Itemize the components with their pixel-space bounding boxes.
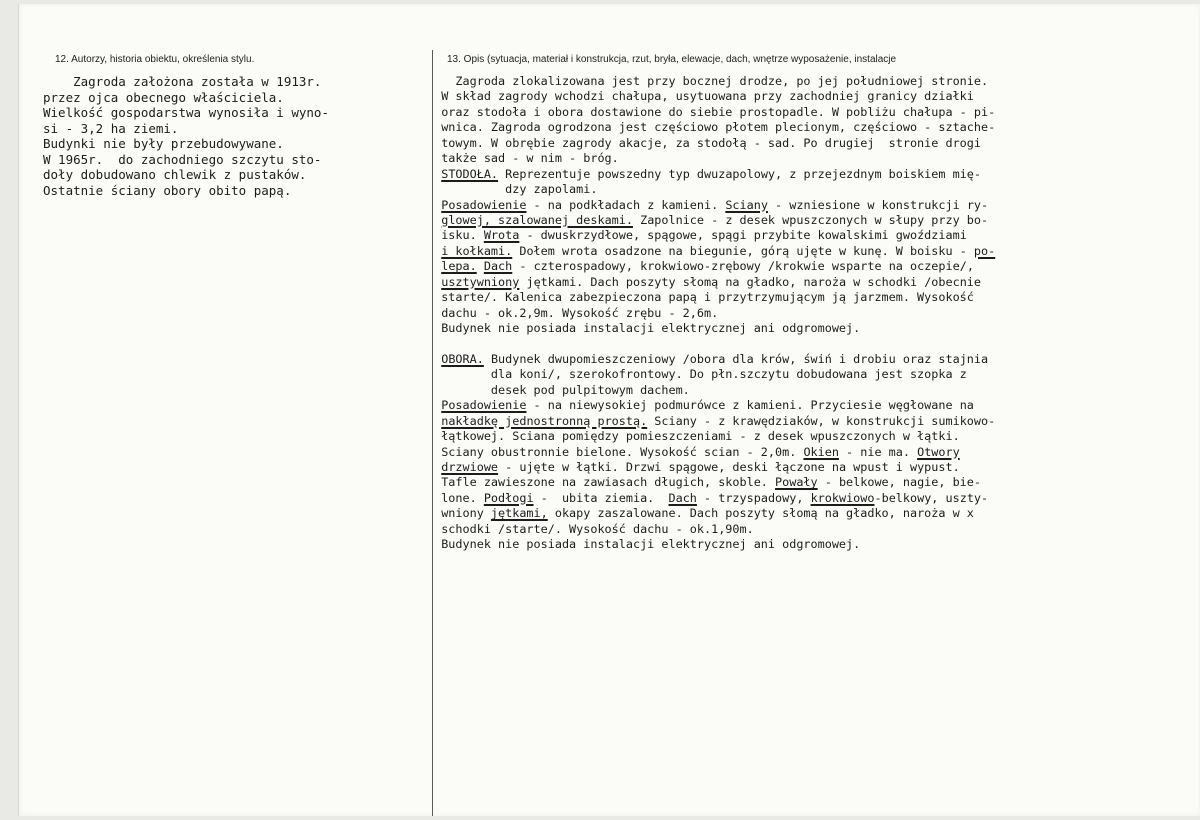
text-line [427,475,995,490]
text-line [427,120,995,135]
text-segment: dla koni/, szerokofrontowy. Do płn.szczytu dobudowana jest szopka z [427,367,967,382]
text-segment [427,398,441,412]
underlined-term: STODOŁA. [441,166,499,181]
underlined-term: Posadowienie [441,197,527,212]
text-segment: - wzniesione w konstrukcji ry- [767,197,989,212]
text-line [427,445,995,460]
text-segment [427,198,441,212]
underlined-term: nakładkę jednostronną prostą. [441,413,648,428]
text-segment: Tafle zawieszone na zawiasach długich, skoble. [427,475,776,490]
text-line [427,306,995,321]
underlined-term: i kołkami. [441,243,513,258]
text-line: Zagroda założona została w 1913r. [43,74,322,89]
text-line [427,105,995,120]
text-segment: desek pod pulpitowym dachem. [427,382,690,397]
text-line [427,491,995,506]
text-segment: - ujęte w łątki. Drzwi spągowe, deski łączone na wpust i wypust. [498,459,960,474]
text-segment: wnica. Zagroda ogrodzona jest częściowo płotem plecionym, częściowo - sztache- [427,120,996,135]
text-segment: oraz stodoła i obora dostawione do siebie prostopadle. W pobliżu chałupa - pi- [427,104,996,119]
text-line [427,522,995,537]
text-segment: - trzyspadowy, [696,490,811,505]
underlined-term: glowej, szalowanej deskami. [441,212,633,227]
text-segment: Budynek nie posiada instalacji elektrycznej ani odgromowej. [427,321,861,335]
right-column-header: 13. Opis (sytuacja, materiał i konstrukcja, rzut, bryła, elewacje, dach, wnętrze wyposażenie, instalacje [447,54,897,65]
text-segment: Reprezentuje powszedny typ dwuzapolowy, z przejezdnym boiskiem mię- [498,166,982,181]
text-line [427,336,995,351]
underlined-term: usztywniony [441,274,520,289]
text-line: przez ojca obecnego właściciela. [43,89,284,105]
underlined-term: jętkami, [490,506,548,521]
underlined-term: Otwory [917,444,960,459]
text-segment [427,414,441,428]
underlined-term: OBORA. [441,351,484,366]
text-segment [427,460,441,474]
text-line: Budynki nie były przebudowywane. [43,136,284,151]
history-text [43,74,329,198]
text-line [427,290,995,305]
text-segment: dachu - ok.2,9m. Wysokość zrębu - 2,6m. [427,305,719,320]
text-segment: towym. W obrębie zagrody akacje, za stodołą - sad. Po drugiej stronie drogi [427,135,981,150]
text-segment: W skład zagrody wchodzi chałupa, usytuowana przy zachodniej granicy działki [427,89,974,104]
text-line [427,352,995,367]
text-line [427,198,995,213]
text-segment: Budynek nie posiada instalacji elektrycznej ani odgromowej. [427,537,861,552]
document-page [18,4,1200,816]
left-column-header: 12. Autorzy, historia obiektu, określenia stylu. [55,54,255,65]
text-segment: Budynek dwupomieszczeniowy /obora dla krów, świń i drobiu oraz stajnia [483,351,989,366]
text-line [427,275,995,290]
text-line [427,383,995,398]
text-segment: Dołem wrota osadzone na biegunie, górą ujęte w kunę. W boisku - [512,243,974,258]
text-segment [427,244,441,258]
text-segment: Zagroda zlokalizowana jest przy bocznej drodze, po jej południowej stronie. [427,74,989,88]
text-segment: okapy zaszalowane. Dach poszyty słomą na gładko, naroża w x [547,506,974,521]
text-line [427,151,995,166]
underlined-term: po- [973,243,996,258]
text-line [427,213,995,228]
text-segment: isku. [427,228,484,243]
text-line [427,460,995,475]
text-segment: - nie ma. [838,444,918,459]
text-segment: starte/. Kalenica zabezpieczona papą i przytrzymującym ją jarzmem. Wysokość [427,290,974,305]
text-segment: lone. [427,490,484,505]
text-segment: Zapolnice - z desek wpuszczonych w słupy przy bo- [632,212,989,227]
text-line [427,429,995,444]
text-line: Ostatnie ściany obory obito papą. [43,182,292,198]
text-segment: - belkowe, nagie, bie- [817,475,981,490]
text-segment: - na podkładach z kamieni. [526,197,726,212]
underlined-term: Posadowienie [441,398,527,413]
text-line [427,321,995,336]
underlined-term: lepa. [441,259,477,274]
text-segment: - dwuskrzydłowe, spągowe, spągi przybite kowalskimi gwoździami [519,228,967,243]
description-text [427,74,995,553]
text-segment: wniony [427,506,491,521]
text-segment: - ubita ziemia. [533,490,669,505]
underlined-term: Powały [775,475,818,490]
text-segment [427,275,441,289]
text-line [427,367,995,382]
text-segment: dzy zapolami. [427,182,598,197]
text-line: W 1965r. do zachodniego szczytu sto- [43,151,322,167]
underlined-term: Podłogi [483,490,534,505]
text-line [427,414,995,429]
text-line [427,259,995,274]
text-line: doły dobudowano chlewik z pustaków. [43,167,307,182]
text-line [427,182,995,197]
text-line [427,506,995,521]
text-line [427,537,995,552]
text-line [427,244,995,259]
underlined-term: Wrota [483,228,520,243]
text-segment: łątkowej. Sciana pomiędzy pomieszczeniami - z desek wpuszczonych w łątki. [427,429,960,444]
text-segment: - czterospadowy, krokwiowo-zrębowy /krokwie wsparte na oczepie/, [512,259,974,274]
text-line [427,398,995,413]
underlined-term: krokwiowo [810,490,875,505]
text-line [427,167,995,182]
text-segment [477,259,484,273]
text-segment: schodki /starte/. Wysokość dachu - ok.1,90m. [427,521,754,536]
underlined-term: Dach [668,490,697,505]
text-segment [427,213,441,227]
text-line: Wielkość gospodarstwa wynosiła i wyno- [43,105,329,120]
underlined-term: Sciany [725,197,768,212]
text-segment: jętkami. Dach poszyty słomą na gładko, naroża w schodki /obecnie [519,274,982,289]
text-segment [427,167,441,181]
underlined-term: drzwiowe [441,459,499,474]
text-segment: także sad - w nim - bróg. [427,151,619,166]
text-line: si - 3,2 ha ziemi. [43,120,179,136]
text-segment: - na niewysokiej podmurówce z kamieni. Przyciesie węgłowane na [526,398,974,413]
underlined-term: Dach [483,259,513,274]
text-line [427,136,995,151]
text-line [427,74,995,89]
text-line [427,89,995,104]
underlined-term: Okien [803,444,839,459]
text-segment: -belkowy, uszty- [874,490,989,505]
text-segment: Sciany obustronnie bielone. Wysokość scian - 2,0m. [427,444,804,459]
text-segment [427,259,441,273]
text-segment [427,352,441,366]
text-line [427,228,995,243]
text-segment: Sciany - z krawędziaków, w konstrukcji sumikowo- [647,413,996,428]
